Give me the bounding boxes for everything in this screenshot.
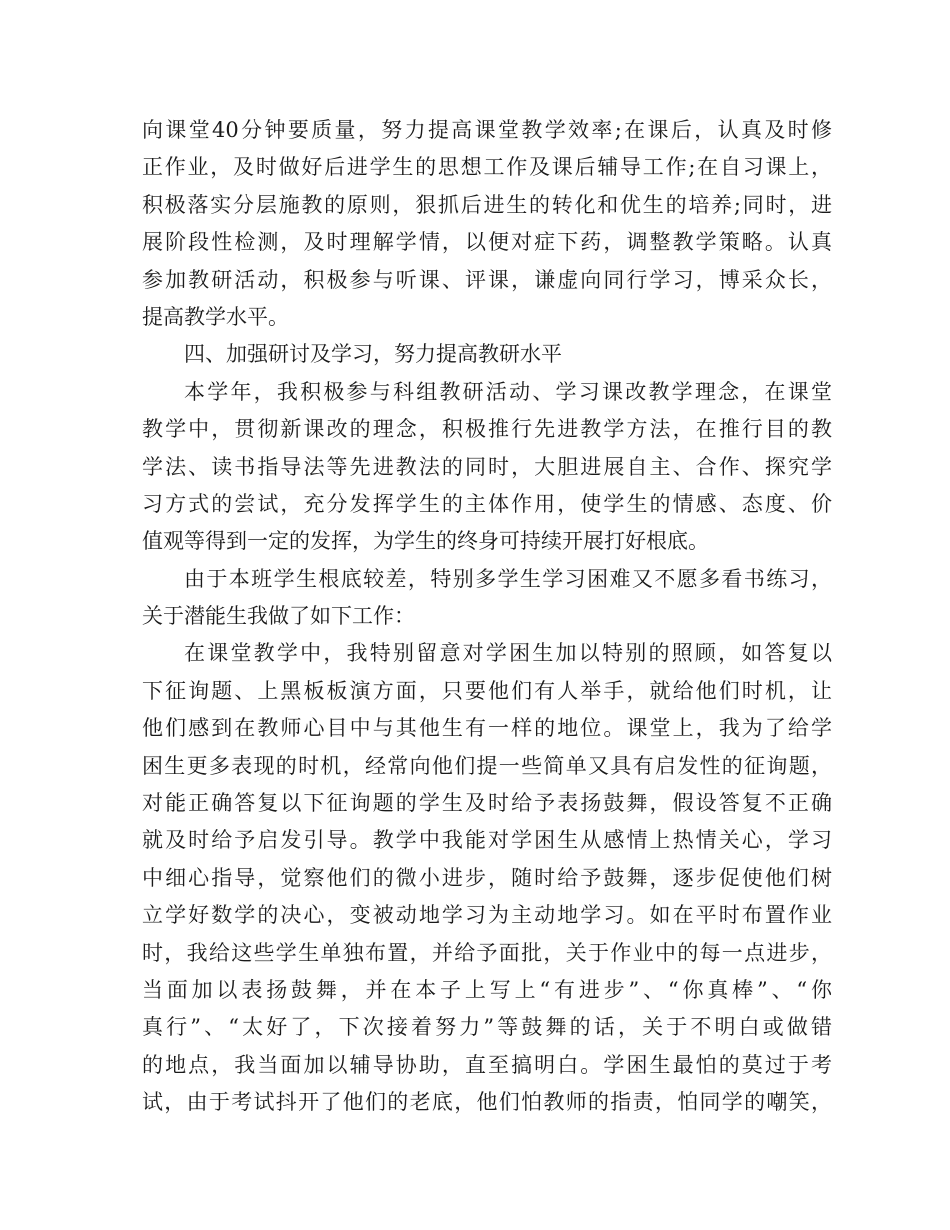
text-line: 本学年，我积极参与科组教研活动、学习课改教学理念，在课堂 (184, 379, 832, 404)
text-line: 中细心指导，觉察他们的微小进步，随时给予鼓舞，逐步促使他们树 (142, 865, 832, 890)
text-line: 就及时给予启发引导。教学中我能对学困生从感情上热情关心，学习 (142, 828, 832, 853)
text-line: 立学好数学的决心，变被动地学习为主动地学习。如在平时布置作业 (142, 903, 832, 928)
text-line: 对能正确答复以下征询题的学生及时给予表扬鼓舞，假设答复不正确 (142, 791, 832, 816)
text-line: 由于本班学生根底较差，特别多学生学习困难又不愿多看书练习， (184, 566, 832, 591)
text-line: 参加教研活动，积极参与听课、评课，谦虚向同行学习，博采众长， (142, 267, 832, 292)
text-line: 正作业，及时做好后进学生的思想工作及课后辅导工作;在自习课上， (142, 155, 832, 180)
text-line: 值观等得到一定的发挥，为学生的终身可持续开展打好根底。 (142, 529, 709, 554)
section-heading: 四、加强研讨及学习，努力提高教研水平 (184, 342, 562, 367)
text-line: 当面加以表扬鼓舞，并在本子上写上“有进步”、“你真棒”、“你 (142, 977, 832, 1002)
text-line: 在课堂教学中，我特别留意对学困生加以特别的照顾，如答复以 (184, 641, 832, 666)
text-line: 展阶段性检测，及时理解学情，以便对症下药，调整教学策略。认真 (142, 230, 832, 255)
text-line: 提高教学水平。 (142, 304, 289, 329)
text-line: 时，我给这些学生单独布置，并给予面批，关于作业中的每一点进步， (142, 940, 832, 965)
text-line: 真行”、“太好了，下次接着努力”等鼓舞的话，关于不明白或做错 (142, 1015, 832, 1040)
text-line: 关于潜能生我做了如下工作： (142, 604, 415, 629)
text-line: 困生更多表现的时机，经常向他们提一些简单又具有启发性的征询题， (142, 753, 832, 778)
text-line: 的地点，我当面加以辅导协助，直至搞明白。学困生最怕的莫过于考 (142, 1052, 832, 1077)
text-line: 向课堂40分钟要质量，努力提高课堂教学效率;在课后，认真及时修 (142, 118, 832, 142)
text-line: 习方式的尝试，充分发挥学生的主体作用，使学生的情感、态度、价 (142, 491, 832, 516)
text-line: 他们感到在教师心目中与其他生有一样的地位。课堂上，我为了给学 (142, 716, 832, 741)
text-line: 学法、读书指导法等先进教法的同时，大胆进展自主、合作、探究学 (142, 454, 832, 479)
text-line: 积极落实分层施教的原则，狠抓后进生的转化和优生的培养;同时，进 (142, 192, 832, 217)
document-body (142, 112, 832, 1122)
text-line: 教学中，贯彻新课改的理念，积极推行先进教学方法，在推行目的教 (142, 417, 832, 442)
text-line: 试，由于考试抖开了他们的老底，他们怕教师的指责，怕同学的嘲笑， (142, 1090, 832, 1115)
text-line: 下征询题、上黑板板演方面，只要他们有人举手，就给他们时机，让 (142, 678, 832, 703)
